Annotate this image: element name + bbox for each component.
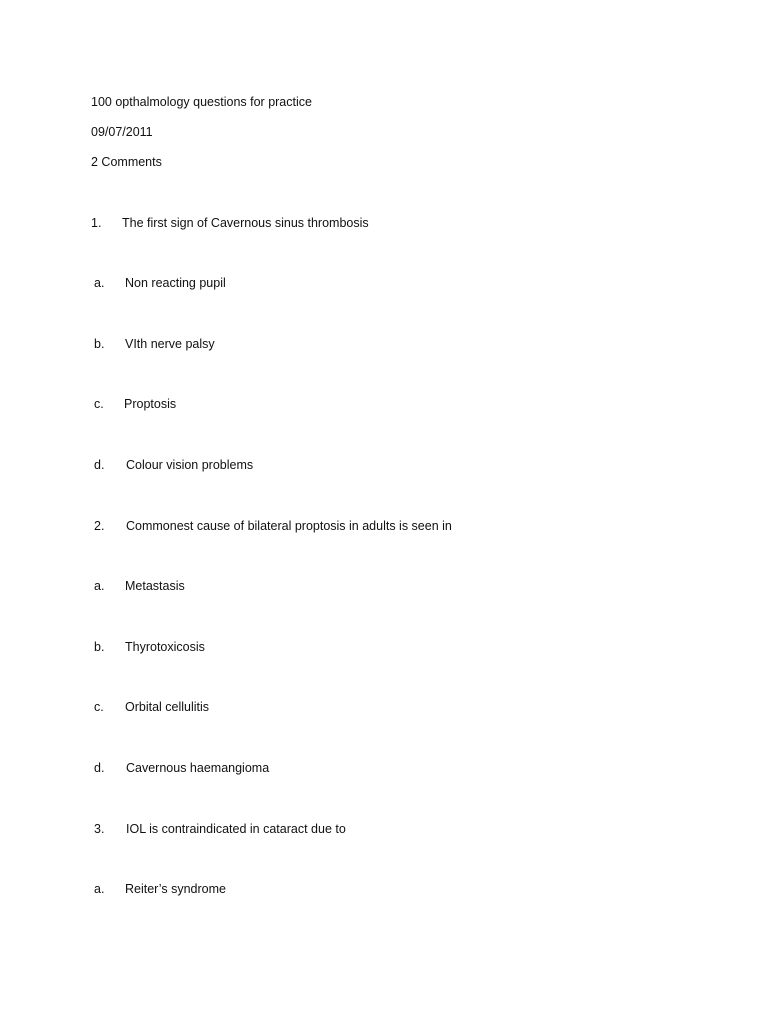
option-letter: a. bbox=[94, 882, 105, 896]
option-text: Orbital cellulitis bbox=[125, 700, 210, 714]
option-text: Cavernous haemangioma bbox=[126, 761, 270, 775]
question-text: The first sign of Cavernous sinus thrombosis bbox=[122, 216, 369, 230]
document-title: 100 opthalmology questions for practice bbox=[91, 95, 312, 109]
option-text: Non reacting pupil bbox=[125, 276, 226, 290]
document-date: 09/07/2011 bbox=[91, 125, 153, 139]
option-letter: d. bbox=[94, 458, 105, 472]
comments-count: 2 Comments bbox=[91, 155, 162, 169]
option-text: Proptosis bbox=[124, 397, 177, 411]
option-letter: b. bbox=[94, 337, 105, 351]
question-text: IOL is contraindicated in cataract due to bbox=[126, 822, 346, 836]
question-number: 2. bbox=[94, 519, 105, 533]
option-letter: a. bbox=[94, 276, 105, 290]
option-letter: c. bbox=[94, 700, 104, 714]
option-letter: a. bbox=[94, 579, 105, 593]
option-text: Thyrotoxicosis bbox=[125, 640, 205, 654]
option-text: Metastasis bbox=[125, 579, 185, 593]
option-letter: b. bbox=[94, 640, 105, 654]
question-number: 3. bbox=[94, 822, 105, 836]
question-number: 1. bbox=[91, 216, 102, 230]
question-text: Commonest cause of bilateral proptosis in adults is seen in bbox=[126, 519, 452, 533]
option-text: VIth nerve palsy bbox=[125, 337, 215, 351]
option-letter: d. bbox=[94, 761, 105, 775]
option-letter: c. bbox=[94, 397, 104, 411]
option-text: Reiter’s syndrome bbox=[125, 882, 226, 896]
option-text: Colour vision problems bbox=[126, 458, 254, 472]
